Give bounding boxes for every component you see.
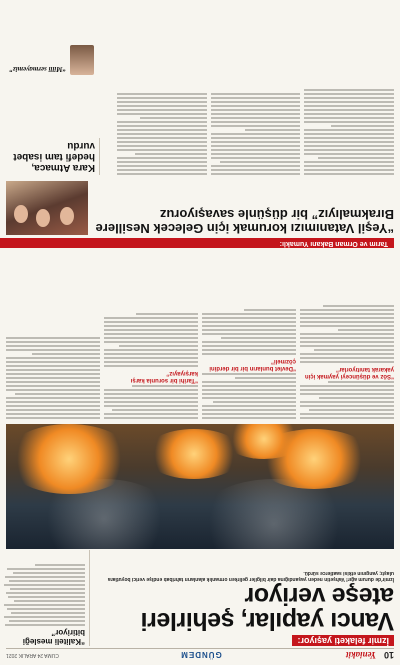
sidebox-title: “Kaliteli mesleği bitiriyor”: [22, 628, 85, 646]
column-2: [202, 251, 296, 421]
columnist-portrait: [70, 45, 94, 75]
second-story-band: Tarım ve Orman Bakanı Yumaklı:: [0, 238, 394, 248]
third-story-headline: Kara Atmaca, hedefi tam isabet vurdu: [1, 138, 100, 175]
column-1: [300, 251, 394, 421]
page-number: 10: [383, 650, 394, 660]
subhead-2: “Devlet bunların bir bir derdini çözmeli”: [209, 358, 296, 371]
column-5: [304, 7, 394, 177]
issue-date: CUMA 24 ARALIK 2021: [6, 652, 59, 658]
column-4: [6, 251, 100, 421]
masthead: [6, 648, 394, 661]
brand-logo: Yeniakit: [345, 650, 376, 660]
third-story-quote: “Milli sermayemiz”: [9, 65, 66, 73]
sidebox: [1, 550, 90, 646]
sidebox-text: [1, 564, 85, 626]
column-6: [211, 7, 301, 177]
column-3: [104, 251, 198, 421]
lead-columns: [6, 251, 394, 421]
lead-kicker: İzmir felaketi yaşıyor:: [292, 635, 394, 646]
subhead-3: “Tarihi bir sorunla karşı karşıyayız”: [130, 370, 198, 383]
subhead-1: “Söz ve düşünceyi yaymak için yakarak tanıtıyorlar”: [304, 366, 394, 379]
lead-headline: Vancı yapılar, şehirleri ateşe veriyor: [140, 582, 394, 635]
fire-photo: [6, 424, 394, 549]
minister-photo: [6, 181, 88, 235]
lead-lede: İzmir'de durum ağır! Vahşetin neden yaşandığına dair bilgiler gelirken ormanlık alanların tahribatı endişe verici boyutlara ulaştı; yangının etkisi saatlerce sürdü.: [108, 570, 394, 582]
second-story-headline: “Yeşil Vatanımızı korumak için Gelecek Nesillere Bırakmalıyız” bir düşünle savaşıyoruz: [95, 207, 394, 236]
column-7: [117, 7, 207, 177]
section-title: GÜNDEM: [180, 650, 222, 660]
